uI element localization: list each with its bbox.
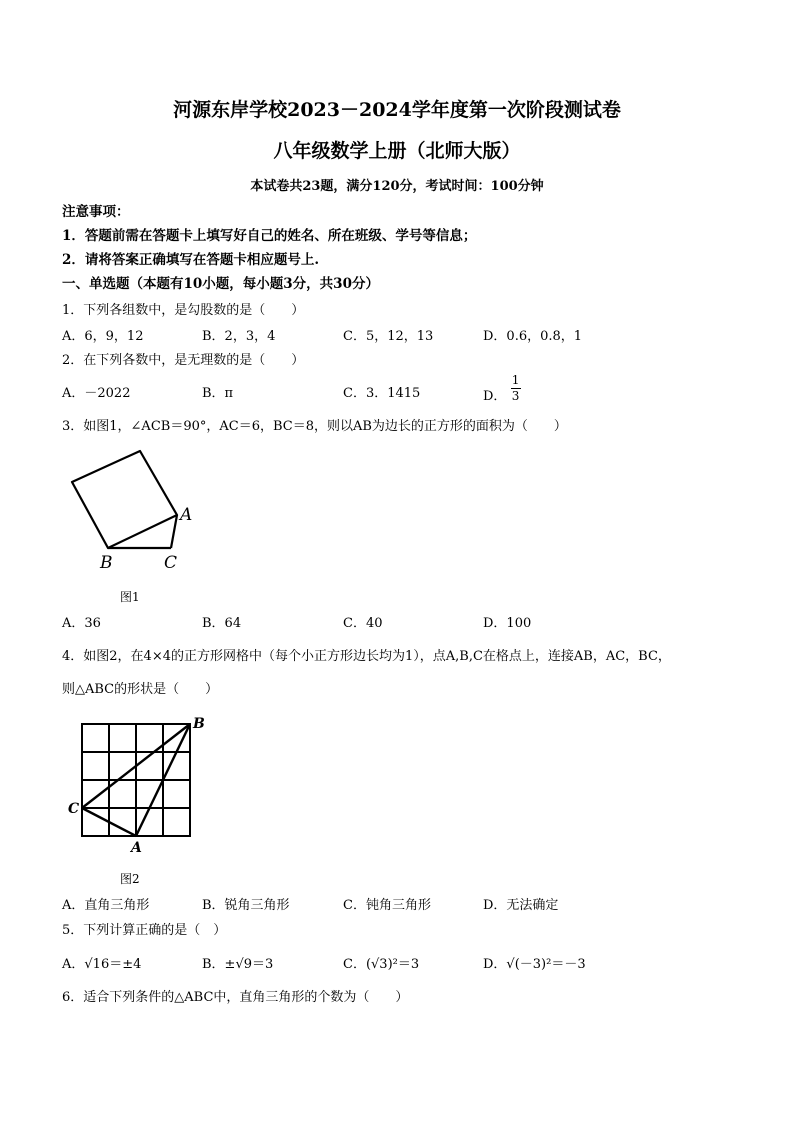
option-d: D．√(－3)²＝－3 — [483, 957, 586, 972]
question-stem: 3．如图1，∠ACB＝90°，AC＝6，BC＝8，则以AB为边长的正方形的面积为（ ） — [62, 419, 567, 434]
exam-subtitle: 八年级数学上册（北师大版） — [273, 140, 521, 162]
label-c: C — [68, 801, 80, 817]
option-c: C．40 — [343, 616, 383, 631]
label-b: B — [193, 716, 205, 732]
option-a: A．－2022 — [62, 386, 131, 401]
option-b: B．2，3，4 — [202, 329, 276, 344]
figure-2-caption: 图2 — [120, 872, 140, 886]
section-heading: 一、单选题（本题有10小题，每小题3分，共30分） — [62, 276, 379, 292]
question-stem: 2．在下列各数中，是无理数的是（ ） — [62, 353, 305, 368]
option-b: B．锐角三角形 — [202, 898, 290, 913]
question-stem: 5．下列计算正确的是（ ） — [62, 923, 227, 938]
option-c: C．钝角三角形 — [343, 898, 431, 913]
label-a: A — [180, 505, 193, 525]
option-b: B．64 — [202, 616, 242, 631]
label-c: C — [164, 553, 178, 573]
note-item: 1．答题前需在答题卡上填写好自己的姓名、所在班级、学号等信息； — [62, 228, 477, 244]
label-b: B — [100, 553, 113, 573]
figure-1-caption: 图1 — [120, 590, 140, 604]
option-c: C．5，12，13 — [343, 329, 434, 344]
exam-title: 河源东岸学校2023－2024学年度第一次阶段测试卷 — [173, 99, 621, 121]
note-item: 2．请将答案正确填写在答题卡相应题号上. — [62, 252, 320, 268]
question-stem-continued: 则△ABC的形状是（ ） — [62, 682, 219, 697]
option-b: B．π — [202, 386, 234, 401]
fraction-numerator: 1 — [511, 373, 520, 387]
notes-heading: 注意事项： — [62, 204, 130, 220]
question-stem: 6．适合下列条件的△ABC中，直角三角形的个数为（ ） — [62, 990, 409, 1005]
fraction-denominator: 3 — [511, 389, 520, 404]
label-a: A — [131, 840, 142, 856]
option-a: A．6，9，12 — [62, 329, 144, 344]
option-a: A．√16＝±4 — [62, 957, 142, 972]
option-a: A．直角三角形 — [62, 898, 150, 913]
question-stem: 1．下列各组数中，是勾股数的是（ ） — [62, 303, 305, 318]
question-stem: 4．如图2，在4×4的正方形网格中（每个小正方形边长均为1），点A,B,C在格点上，连接AB，AC，BC， — [62, 649, 671, 664]
exam-info: 本试卷共23题，满分120分，考试时间：100分钟 — [250, 179, 544, 194]
option-b: B．±√9＝3 — [202, 957, 274, 972]
option-d-label: D． — [483, 389, 507, 405]
option-d: D．0.6，0.8，1 — [483, 329, 583, 344]
option-c: C．(√3)²＝3 — [343, 957, 420, 972]
option-d: D．无法确定 — [483, 898, 559, 913]
option-d: D．100 — [483, 616, 532, 631]
option-a: A．36 — [62, 616, 101, 631]
option-c: C．3．1415 — [343, 386, 421, 401]
